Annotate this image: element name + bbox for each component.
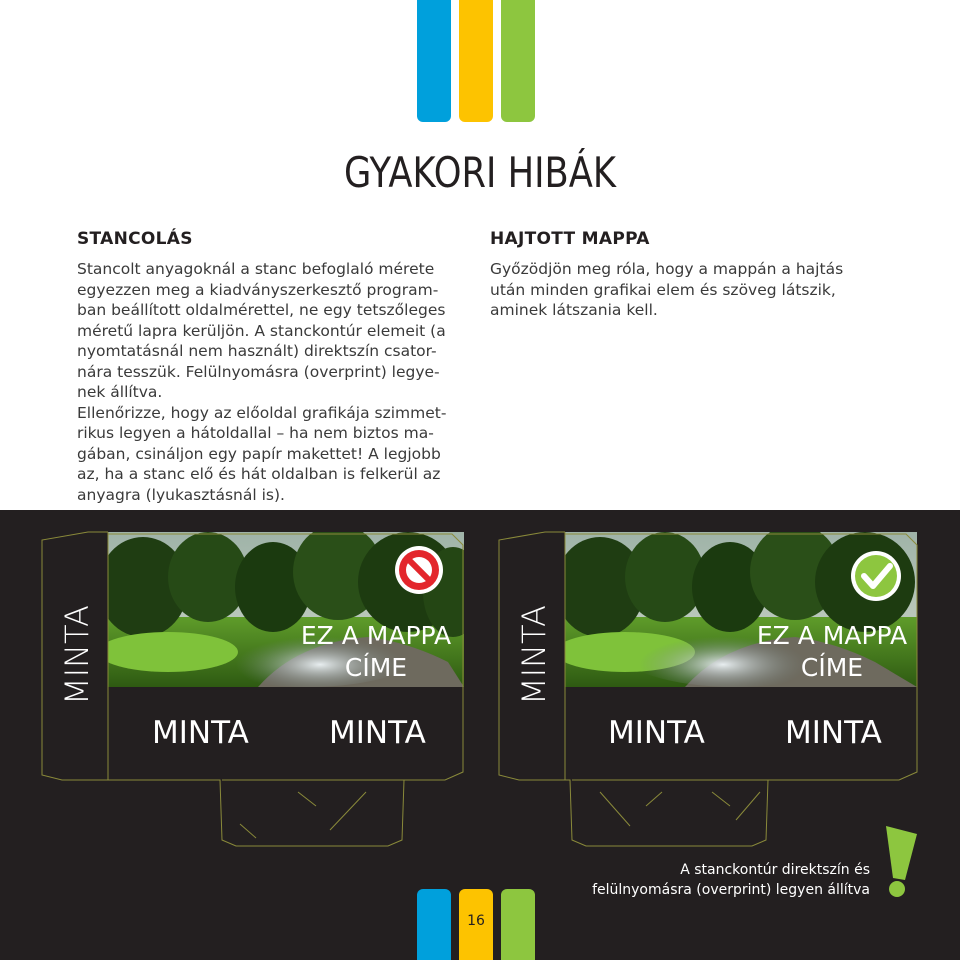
- forbidden-icon: [395, 546, 443, 594]
- hajtott-mappa-line: Győzödjön meg róla, hogy a mappán a hajtás: [490, 260, 844, 278]
- folder-title-right: [752, 620, 912, 684]
- exclamation-icon: [886, 826, 917, 897]
- hajtott-mappa-line: után minden grafikai elem és szöveg látszik,: [490, 280, 836, 299]
- page-number: 16: [467, 913, 485, 929]
- page-title: GYAKORI HIBÁK: [343, 148, 617, 197]
- stancolas-line: nára tesszük. Felülnyomásra (overprint) legye-: [77, 362, 440, 381]
- stancolas-line: nyomtatásnál nem használt) direktszín csator-: [77, 342, 437, 360]
- stancolas-heading: STANCOLÁS: [77, 229, 193, 249]
- folder-title-line1: EZ A MAPPA: [300, 621, 452, 650]
- hajtott-mappa-heading: HAJTOTT MAPPA: [490, 229, 650, 249]
- folder-title-wrong: [296, 620, 456, 684]
- minta-label-wrong-right: MINTA: [329, 715, 426, 751]
- bottom-green-bar: [501, 889, 535, 960]
- minta-label-right-left: MINTA: [608, 715, 705, 751]
- minta-label-right-right: MINTA: [785, 715, 882, 751]
- hajtott-mappa-line: aminek látszania kell.: [490, 301, 658, 319]
- stancolas-line: Stancolt anyagoknál a stanc befoglaló mérete: [77, 260, 435, 278]
- stancolas-line: nek állítva.: [77, 383, 163, 401]
- stancolas-line: gában, csináljon egy papír makettet! A legjobb: [77, 444, 441, 463]
- stancolas-line: az, ha a stanc elő és hát oldalban is felkerül az: [77, 465, 441, 483]
- minta-side-label-wrong: MINTA: [58, 605, 96, 705]
- stancolas-line: rikus legyen a hátoldallal – ha nem biztos ma-: [77, 424, 434, 442]
- note-line: felülnyomásra (overprint) legyen állítva: [592, 882, 870, 898]
- dieline-note: [560, 860, 870, 900]
- note-line: A stanckontúr direktszín és: [680, 862, 870, 878]
- folder-title-line2: CÍME: [344, 653, 408, 682]
- stancolas-line: Ellenőrizze, hogy az előoldal grafikája szimmet-: [77, 403, 447, 422]
- stancolas-line: méretű lapra kerüljön. A stanckontúr elemeit (a: [77, 321, 446, 340]
- folder-title-line2: CÍME: [800, 653, 864, 682]
- bottom-blue-bar: [417, 889, 451, 960]
- stancolas-line: egyezzen meg a kiadványszerkesztő program-: [77, 280, 439, 299]
- checkmark-icon: [851, 551, 901, 601]
- stancolas-line: anyagra (lyukasztásnál is).: [77, 485, 285, 504]
- minta-side-label-right: MINTA: [515, 605, 553, 705]
- minta-label-wrong-left: MINTA: [152, 715, 249, 751]
- folder-title-line1: EZ A MAPPA: [756, 621, 908, 650]
- stancolas-line: ban beállított oldalmérettel, ne egy tetszőleges: [77, 301, 446, 319]
